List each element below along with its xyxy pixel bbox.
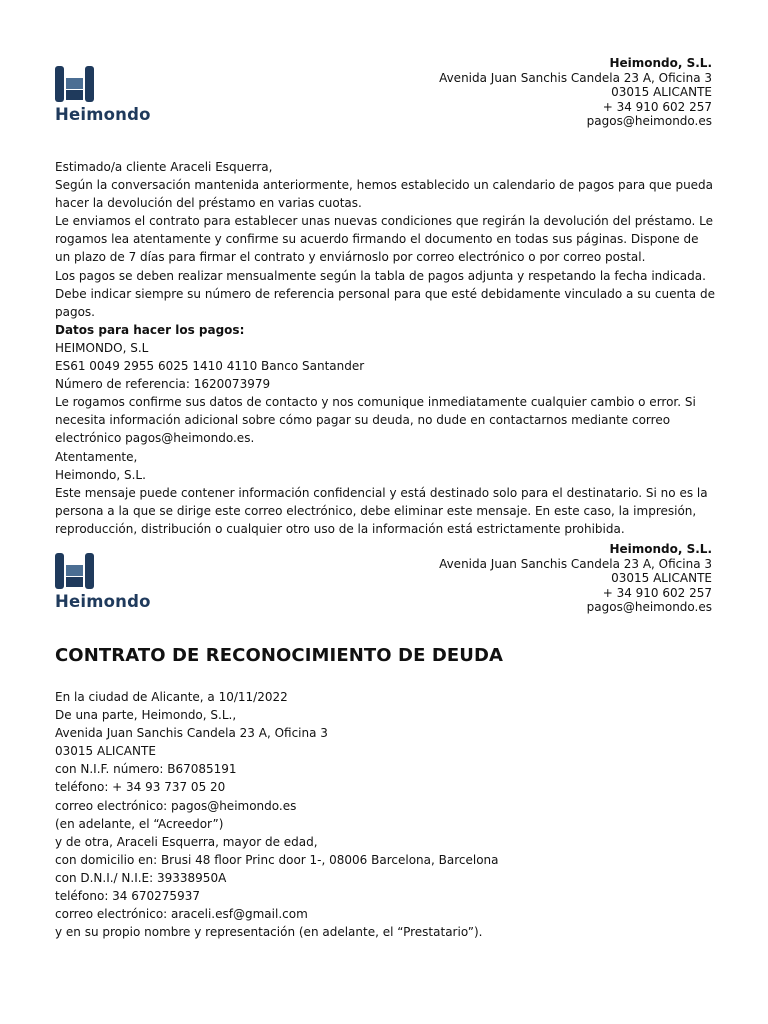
logo-wordmark: Heimondo bbox=[55, 105, 151, 124]
contract-line: De una parte, Heimondo, S.L., bbox=[55, 708, 237, 723]
payment-line: ES61 0049 2955 6025 1410 4110 Banco Santander bbox=[55, 359, 365, 374]
company-phone: + 34 910 602 257 bbox=[602, 99, 712, 114]
contract-line: teléfono: 34 670275937 bbox=[55, 889, 200, 904]
contract-line: correo electrónico: araceli.esf@gmail.com bbox=[55, 907, 308, 922]
contract-line: En la ciudad de Alicante, a 10/11/2022 bbox=[55, 690, 288, 704]
payment-line: HEIMONDO, S.L bbox=[55, 340, 149, 355]
heimondo-h-logo-icon bbox=[55, 551, 95, 591]
contract-line: (en adelante, el “Acreedor”) bbox=[55, 816, 224, 831]
company-city: 03015 ALICANTE bbox=[611, 571, 712, 585]
contract-parties bbox=[55, 688, 715, 941]
company-logo bbox=[55, 551, 151, 611]
letter-paragraph: Le enviamos el contrato para establecer unas nuevas condiciones que regirán la devolución del préstamo. Le rogamos lea atentamente y confirme su acuerdo firmando el documento en todas sus páginas. Dispone de un plazo de 7 días para firmar el contrato y enviárnoslo por correo electrónico o por correo postal. bbox=[55, 214, 714, 265]
company-name: Heimondo, S.L. bbox=[609, 56, 712, 70]
company-city: 03015 ALICANTE bbox=[611, 85, 712, 99]
company-email: pagos@heimondo.es bbox=[586, 600, 712, 614]
contract-line: y en su propio nombre y representación (en adelante, el “Prestatario”). bbox=[55, 925, 483, 940]
confirm-paragraph: Le rogamos confirme sus datos de contacto y nos comunique inmediatamente cualquier cambio o error. Si necesita información adicional sobre cómo pagar su deuda, no dude en contactarnos mediante correo electrónico pagos@heimondo.es. bbox=[55, 395, 696, 446]
contract-line: teléfono: + 34 93 737 05 20 bbox=[55, 780, 226, 795]
company-name: Heimondo, S.L. bbox=[609, 542, 712, 556]
contract-line: con domicilio en: Brusi 48 floor Princ door 1-, 08006 Barcelona, Barcelona bbox=[55, 852, 499, 867]
contract-line: con N.I.F. número: B67085191 bbox=[55, 762, 237, 777]
letter-paragraph: Según la conversación mantenida anteriormente, hemos establecido un calendario de pagos para que pueda hacer la devolución del préstamo en varias cuotas. bbox=[55, 178, 714, 211]
company-logo bbox=[55, 64, 151, 124]
company-address-block bbox=[439, 56, 712, 129]
company-address: Avenida Juan Sanchis Candela 23 A, Oficina 3 bbox=[439, 70, 712, 85]
contract-title: CONTRATO DE RECONOCIMIENTO DE DEUDA bbox=[55, 645, 504, 666]
contract-line: con D.N.I./ N.I.E: 39338950A bbox=[55, 870, 227, 885]
payment-heading: Datos para hacer los pagos: bbox=[55, 322, 245, 337]
payment-line: Número de referencia: 1620073979 bbox=[55, 377, 271, 392]
contract-line: correo electrónico: pagos@heimondo.es bbox=[55, 798, 297, 813]
letter-paragraph: Los pagos se deben realizar mensualmente según la tabla de pagos adjunta y respetando la fecha indicada. Debe indicar siempre su número de referencia personal para que esté debidamente vinculado a su cuenta de pagos. bbox=[55, 268, 715, 319]
company-email: pagos@heimondo.es bbox=[586, 114, 712, 128]
disclaimer: Este mensaje puede contener información confidencial y está destinado solo para el destinatario. Si no es la persona a la que se dirige este correo electrónico, debe eliminar este mensaje. En este caso, la impresión, reproducción, distribución o cualquier otro uso de la información está estrictamente prohibida. bbox=[55, 485, 708, 536]
letter-body bbox=[55, 158, 715, 538]
company-phone: + 34 910 602 257 bbox=[602, 585, 712, 600]
contract-line: Avenida Juan Sanchis Candela 23 A, Oficina 3 bbox=[55, 726, 328, 741]
letter-greeting: Estimado/a cliente Araceli Esquerra, bbox=[55, 160, 273, 174]
letter-closing: Atentamente, bbox=[55, 449, 138, 464]
logo-wordmark: Heimondo bbox=[55, 592, 151, 611]
contract-line: y de otra, Araceli Esquerra, mayor de edad, bbox=[55, 834, 318, 849]
letter-signature: Heimondo, S.L. bbox=[55, 467, 146, 482]
company-address-block bbox=[439, 542, 712, 615]
company-address: Avenida Juan Sanchis Candela 23 A, Oficina 3 bbox=[439, 556, 712, 571]
contract-line: 03015 ALICANTE bbox=[55, 744, 156, 759]
heimondo-h-logo-icon bbox=[55, 64, 95, 104]
